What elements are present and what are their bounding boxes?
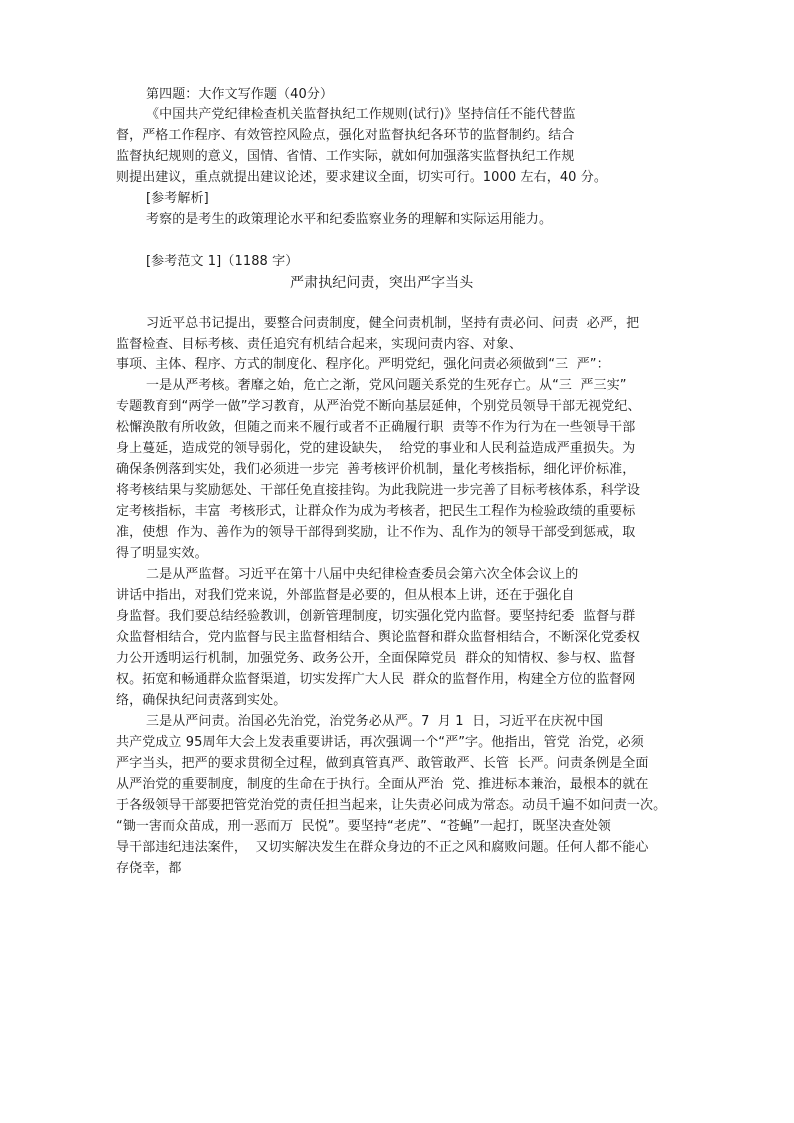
essay-line: 讲话中指出，对我们党来说，外部监督是必要的，但从根本上讲，还在于强化自 <box>116 588 575 603</box>
analysis-label: [参考解析] <box>146 191 209 206</box>
analysis-text: 考察的是考生的政策理论水平和纪委监察业务的理解和实际运用能力。 <box>146 212 553 227</box>
question-line: 督，严格工作程序、有效管控风险点，强化对监督执纪各环节的监督制约。结合 <box>116 128 575 143</box>
essay-line: 确保条例落到实处，我们必须进一步完 善考核评价机制，量化考核指标，细化评价标准， <box>116 462 636 477</box>
essay-line: 松懈涣散有所收敛，但随之而来不履行或者不正确履行职 责等不作为行为在一些领导干部 <box>116 420 636 435</box>
essay-line: 身上蔓延，造成党的领导弱化，党的建设缺失， 给党的事业和人民利益造成严重损失。为 <box>116 441 636 456</box>
essay-line: 从严治党的重要制度，制度的生命在于执行。全面从严治 党、推进标本兼治，最根本的就在 <box>116 777 649 792</box>
essay-line: 得了明显实效。 <box>116 546 208 561</box>
essay-line: 身监督。我们要总结经验教训，创新管理制度，切实强化党内监督。要坚持纪委 监督与群 <box>116 609 636 624</box>
essay-line: 严字当头，把严的要求贯彻全过程，做到真管真严、敢管敢严、长管 长严。问责条例是全面 <box>116 756 649 771</box>
essay-title: 严肃执纪问责，突出严字当头 <box>290 275 474 291</box>
essay-line: 众监督相结合，党内监督与民主监督相结合、舆论监督和群众监督相结合，不断深化党委权 <box>116 630 641 645</box>
essay-line: 存侥幸，都 <box>116 861 182 876</box>
essay-line: 监督检查、目标考核、责任追究有机结合起来，实现问责内容、对象、 <box>116 337 523 352</box>
essay-label: [参考范文 1]（1188 字） <box>146 254 299 269</box>
essay-line: 于各级领导干部要把管党治党的责任担当起来，让失责必问成为常态。动员千遍不如问责一次。 <box>116 798 667 813</box>
question-heading: 第四题：大作文写作题（40分） <box>146 87 334 102</box>
essay-line: 专题教育到“两学一做”学习教育，从严治党不断向基层延伸，个别党员领导干部无视党纪、 <box>116 399 641 414</box>
essay-line: 力公开透明运行机制，加强党务、政务公开，全面保障党员 群众的知情权、参与权、监督 <box>116 651 636 666</box>
essay-line: 三是从严问责。治国必先治党，治党务必从严。7 月 1 日，习近平在庆祝中国 <box>146 714 604 729</box>
essay-line: 共产党成立 95周年大会上发表重要讲话，再次强调一个“严”字。他指出，管党 治党，必须 <box>116 735 644 750</box>
essay-line: 导干部违纪违法案件， 又切实解决发生在群众身边的不正之风和腐败问题。任何人都不能心 <box>116 840 649 855</box>
question-line: 则提出建议，重点就提出建议论述，要求建议全面，切实可行。1000 左右，40 分。 <box>116 170 607 185</box>
essay-line: 将考核结果与奖励惩处、干部任免直接挂钩。为此我院进一步完善了目标考核体系，科学设 <box>116 483 641 498</box>
essay-line: “锄一害而众苗成，刑一恶而万 民悦”。要坚持“老虎”、“苍蝇”一起打，既坚决查处领 <box>116 819 611 834</box>
essay-line: 定考核指标，丰富 考核形式，让群众作为成为考核者，把民生工程作为检验政绩的重要标 <box>116 504 636 519</box>
essay-line: 习近平总书记提出，要整合问责制度，健全问责机制，坚持有责必问、问责 必严，把 <box>146 316 640 331</box>
question-line: 监督执纪规则的意义，国情、省情、工作实际，就如何加强落实监督执纪工作规 <box>116 149 575 164</box>
essay-line: 准，使想 作为、善作为的领导干部得到奖励，让不作为、乱作为的领导干部受到惩戒，取 <box>116 525 636 540</box>
essay-line: 一是从严考核。奢靡之始，危亡之渐，党风问题关系党的生死存亡。从“三 严三实” <box>146 378 627 393</box>
essay-line: 二是从严监督。习近平在第十八届中央纪律检查委员会第六次全体会议上的 <box>146 567 579 582</box>
question-line: 《中国共产党纪律检查机关监督执纪工作规则(试行)》坚持信任不能代替监 <box>146 107 576 122</box>
essay-line: 事项、主体、程序、方式的制度化、程序化。严明党纪，强化问责必须做到“三 严”： <box>116 357 610 372</box>
essay-line: 络，确保执纪问责落到实处。 <box>116 693 287 708</box>
essay-line: 权。拓宽和畅通群众监督渠道，切实发挥广大人民 群众的监督作用，构建全方位的监督网 <box>116 672 636 687</box>
